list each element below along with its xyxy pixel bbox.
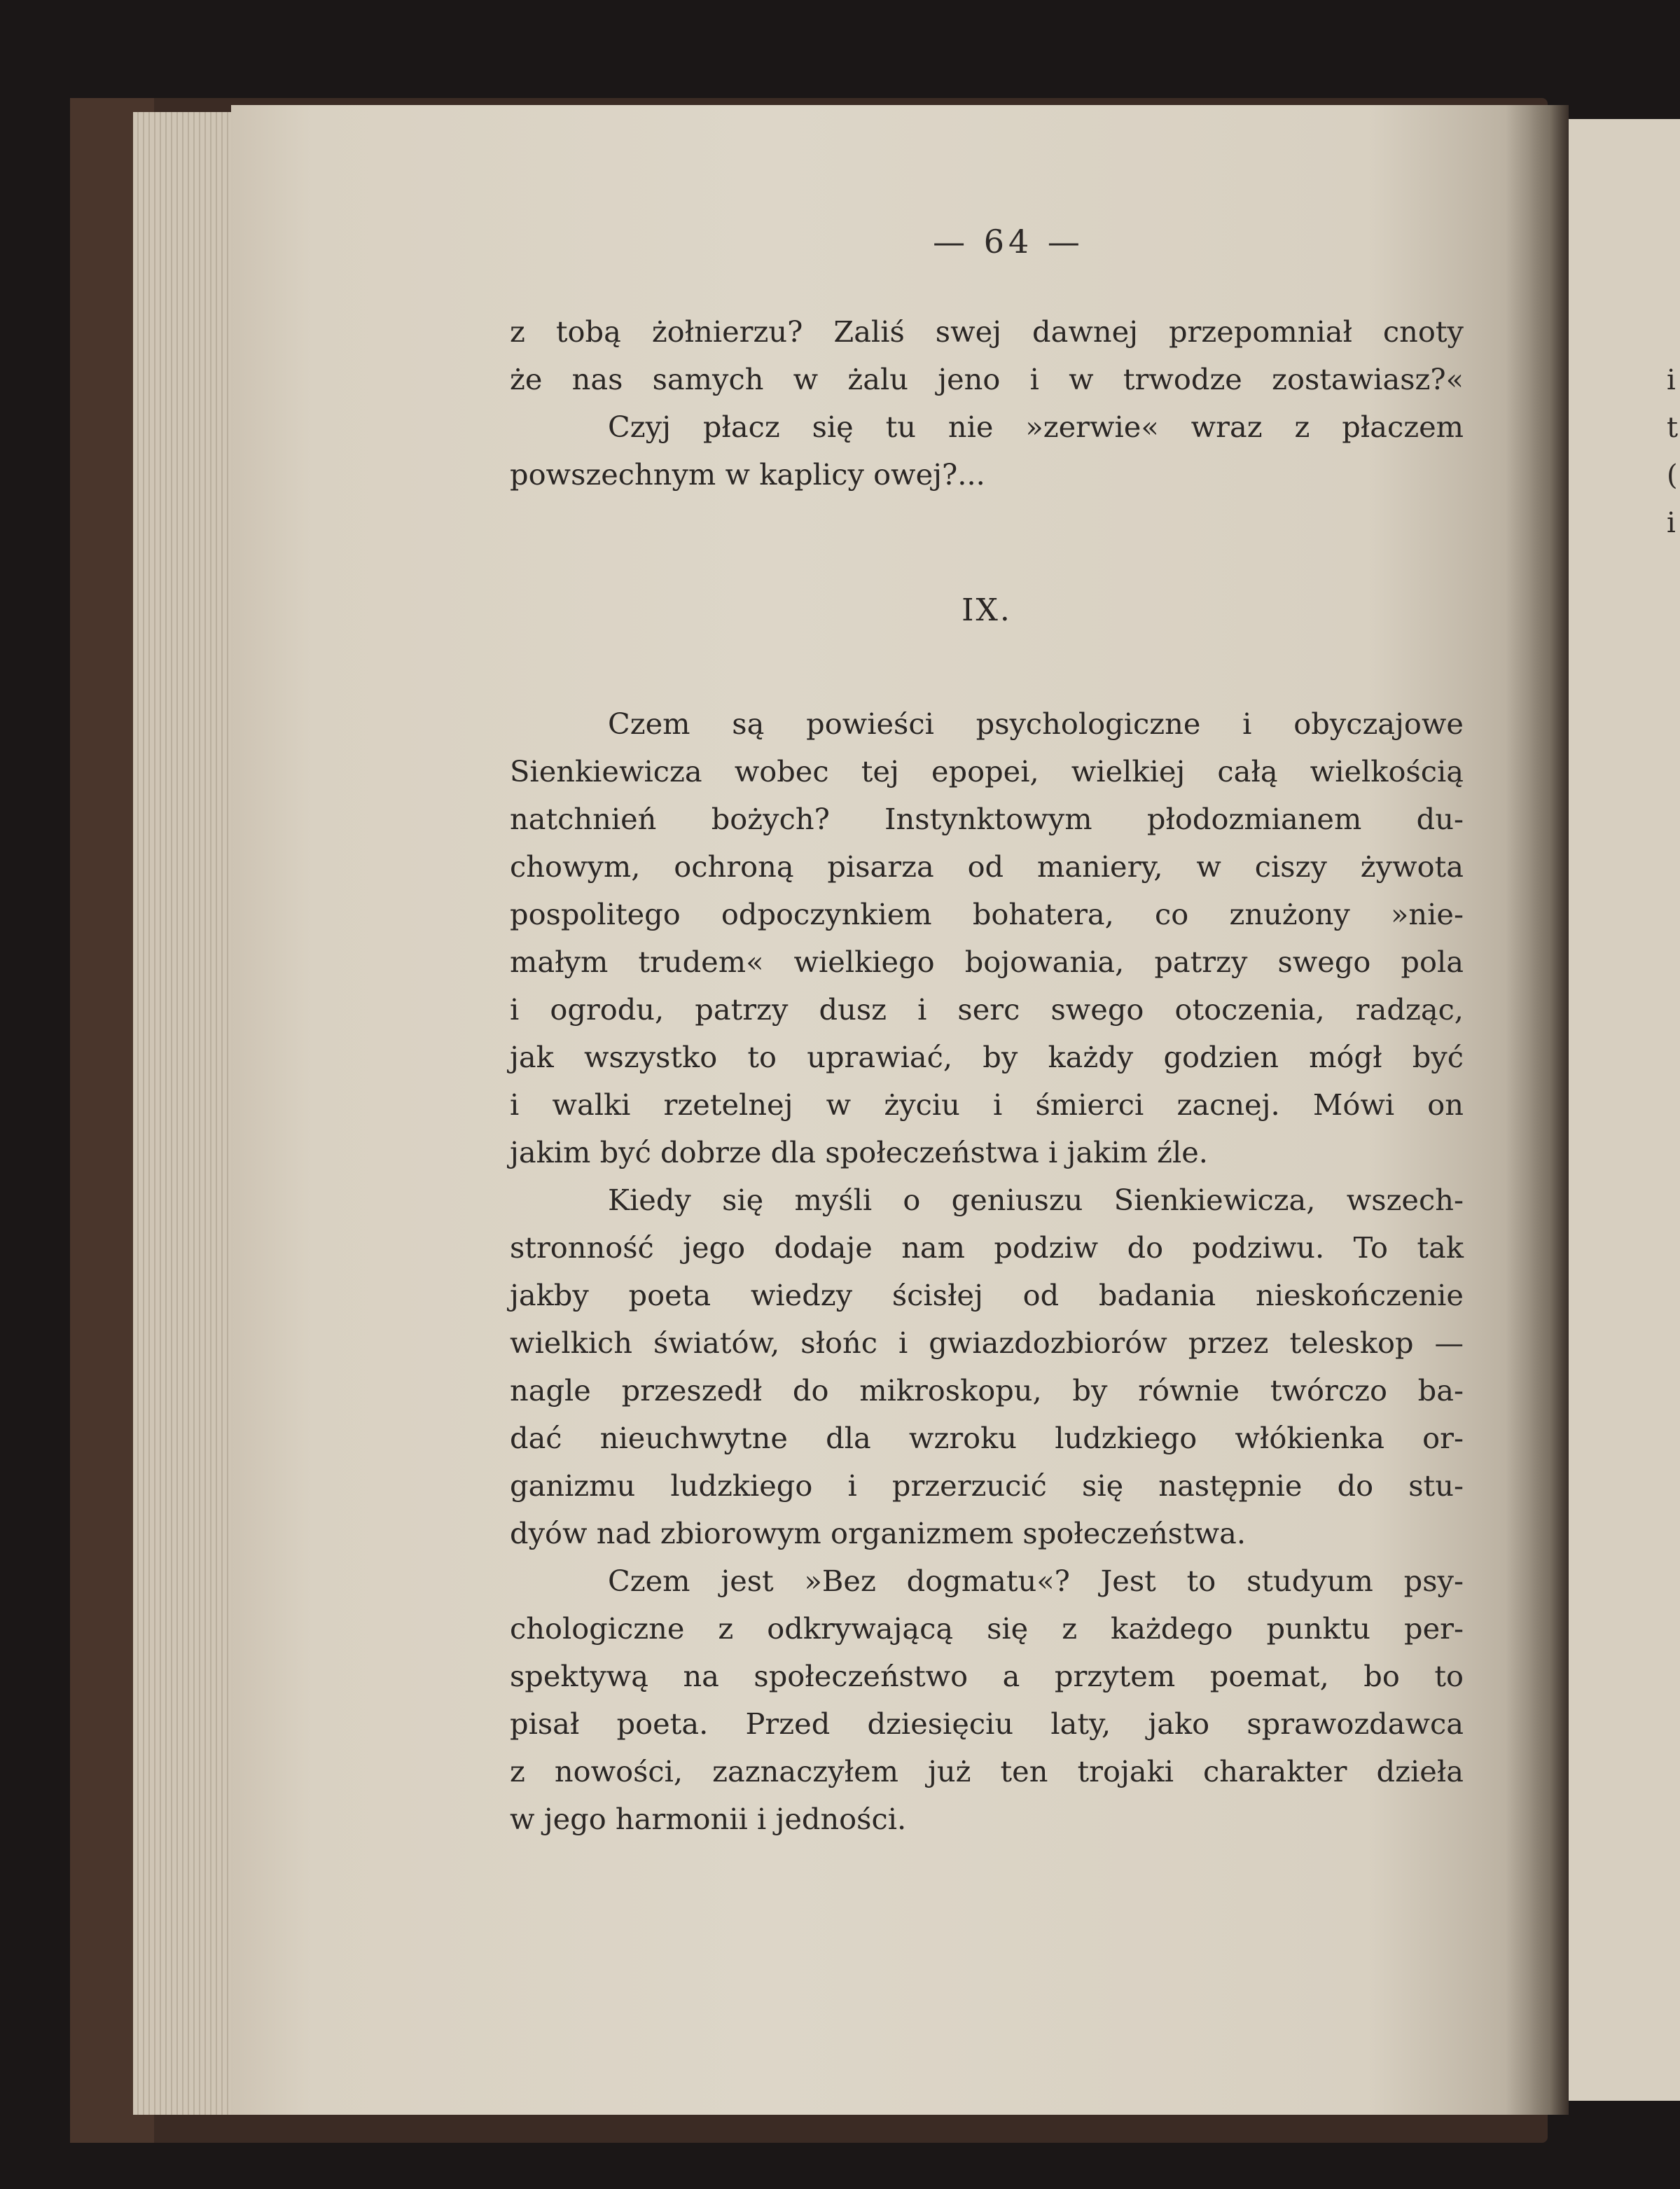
page-edges: [133, 112, 245, 2115]
text-line: jak wszystko to uprawiać, by każdy godzien mógł być: [510, 1040, 1464, 1074]
text-line: w jego harmonii i jedności.: [510, 1802, 907, 1836]
text-line: Czyj płacz się tu nie »zerwie« wraz z płaczem: [608, 410, 1464, 444]
text-line: i walki rzetelnej w życiu i śmierci zacnej. Mówi on: [510, 1087, 1464, 1122]
text-line: Czem jest »Bez dogmatu«? Jest to studyum psy-: [608, 1564, 1464, 1598]
text-line: wielkich światów, słońc i gwiazdozbiorów przez teleskop —: [510, 1326, 1464, 1360]
text-line: pospolitego odpoczynkiem bohatera, co znużony »nie-: [510, 897, 1464, 931]
facing-page: [1569, 119, 1680, 2101]
text-line: stronność jego dodaje nam podziw do podziwu. To tak: [510, 1230, 1464, 1265]
text-line: jakim być dobrze dla społeczeństwa i jakim źle.: [510, 1135, 1208, 1169]
facing-page-letter: t: [1667, 412, 1679, 444]
text-line: natchnień bożych? Instynktowym płodozmianem du-: [510, 802, 1464, 836]
text-line: chowym, ochroną pisarza od maniery, w ciszy żywota: [510, 849, 1464, 884]
text-line: pisał poeta. Przed dziesięciu laty, jako sprawozdawca: [510, 1707, 1464, 1741]
text-line: małym trudem« wielkiego bojowania, patrzy swego pola: [510, 945, 1464, 979]
text-line: z tobą żołnierzu? Zaliś swej dawnej przepomniał cnoty: [510, 314, 1464, 349]
text-line: jakby poeta wiedzy ścisłej od badania nieskończenie: [510, 1278, 1464, 1312]
text-line: z nowości, zaznaczyłem już ten trojaki charakter dzieła: [510, 1754, 1464, 1788]
page-number: — 64 —: [933, 223, 1084, 260]
text-line: Kiedy się myśli o geniuszu Sienkiewicza, wszech-: [608, 1183, 1464, 1217]
text-line: że nas samych w żalu jeno i w trwodze zostawiasz?«: [510, 362, 1464, 396]
text-line: dyów nad zbiorowym organizmem społeczeństwa.: [510, 1516, 1247, 1550]
text-line: powszechnym w kaplicy owej?...: [510, 457, 985, 492]
text-line: i ogrodu, patrzy dusz i serc swego otoczenia, radząc,: [510, 992, 1464, 1027]
text-line: dać nieuchwytne dla wzroku ludzkiego włókienka or-: [510, 1421, 1464, 1455]
facing-page-letter: (: [1667, 459, 1678, 492]
text-line: ganizmu ludzkiego i przerzucić się następnie do stu-: [510, 1468, 1464, 1503]
page-gutter: [1506, 105, 1569, 2115]
text-line: nagle przeszedł do mikroskopu, by równie twórczo ba-: [510, 1373, 1464, 1408]
text-line: chologiczne z odkrywającą się z każdego punktu per-: [510, 1611, 1464, 1646]
facing-page-letter: i: [1667, 364, 1676, 396]
facing-page-letter: i: [1667, 507, 1676, 539]
section-heading: IX.: [962, 592, 1012, 628]
text-line: Sienkiewicza wobec tej epopei, wielkiej całą wielkością: [510, 754, 1464, 788]
page-text: [510, 308, 1464, 1843]
text-line: Czem są powieści psychologiczne i obyczajowe: [608, 707, 1464, 741]
text-line: spektywą na społeczeństwo a przytem poemat, bo to: [510, 1659, 1464, 1693]
